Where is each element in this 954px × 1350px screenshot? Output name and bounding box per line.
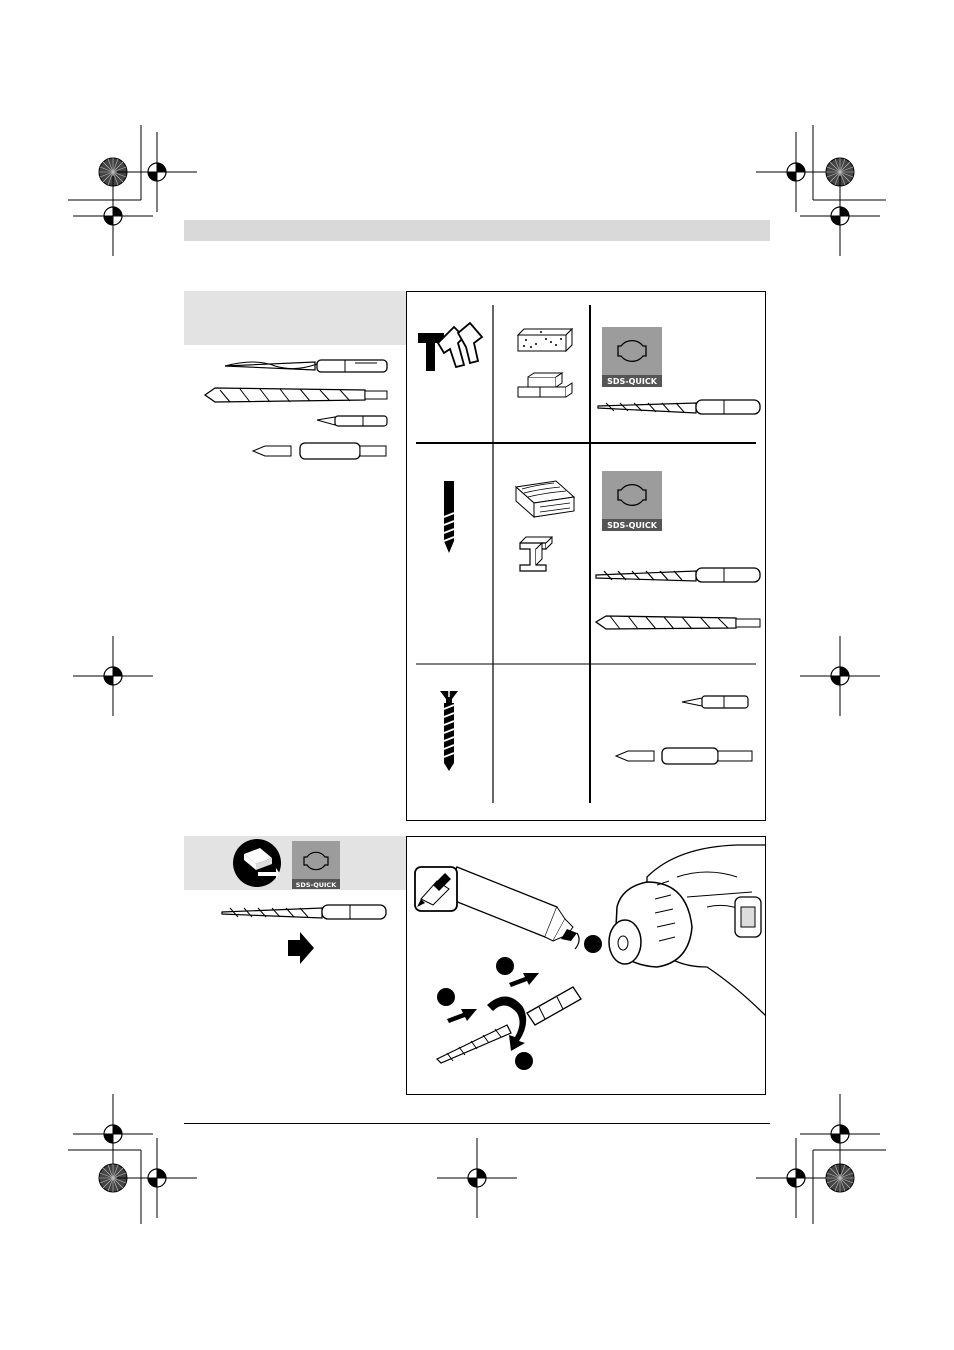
- sds-drill-bit-icon: [225, 360, 387, 372]
- brick-icon: [518, 373, 572, 397]
- wood-icon: [516, 481, 574, 517]
- screw-icon: [440, 691, 458, 771]
- screwdriver-bit-icon: [682, 696, 748, 708]
- sds-drill-bit-icon: [596, 568, 760, 582]
- rotate-arrow-icon: [487, 996, 526, 1051]
- header-bar: [184, 220, 770, 241]
- sds-quick-label: SDS-QUICK: [607, 377, 657, 386]
- tool-table-graphics: [406, 291, 766, 821]
- twist-drill-bit-icon: [205, 388, 387, 402]
- arrow-right-icon: [288, 932, 314, 964]
- concrete-block-icon: [518, 329, 572, 351]
- screwdriver-bit-icon: [317, 416, 387, 426]
- grease-tube-icon: [445, 867, 579, 949]
- insertion-left-graphics: [184, 836, 406, 976]
- steel-beam-icon: [520, 537, 552, 571]
- insertion-illustration: [406, 836, 766, 1095]
- step-marker: [584, 935, 602, 953]
- sds-quick-icon: [292, 841, 340, 889]
- step-marker: [496, 957, 514, 975]
- drill-bit-icon: [444, 481, 454, 553]
- step-marker: [515, 1052, 533, 1070]
- hammer-drill-chuck: [609, 845, 766, 1017]
- sds-quick-icon: [602, 327, 662, 387]
- twist-drill-bit-icon: [596, 616, 760, 629]
- sds-drill-bit-icon: [222, 905, 386, 919]
- clean-and-grease-icon: [233, 839, 281, 887]
- bit-holder-icon: [253, 443, 386, 459]
- sds-quick-icon: [602, 471, 662, 531]
- bit-holder-icon: [616, 748, 752, 764]
- insertion-graphics: [407, 837, 766, 1095]
- accessory-list: [195, 350, 395, 470]
- sds-drill-bit-icon: [598, 400, 760, 414]
- hammer-drill-icon: [418, 323, 482, 371]
- accessory-header-panel: [184, 291, 406, 345]
- step-marker: [437, 988, 455, 1006]
- footer-rule: [184, 1123, 770, 1124]
- grease-inset-icon: [415, 867, 457, 911]
- sds-quick-label: SDS-QUICK: [295, 881, 337, 889]
- sds-quick-label: SDS-QUICK: [607, 521, 657, 530]
